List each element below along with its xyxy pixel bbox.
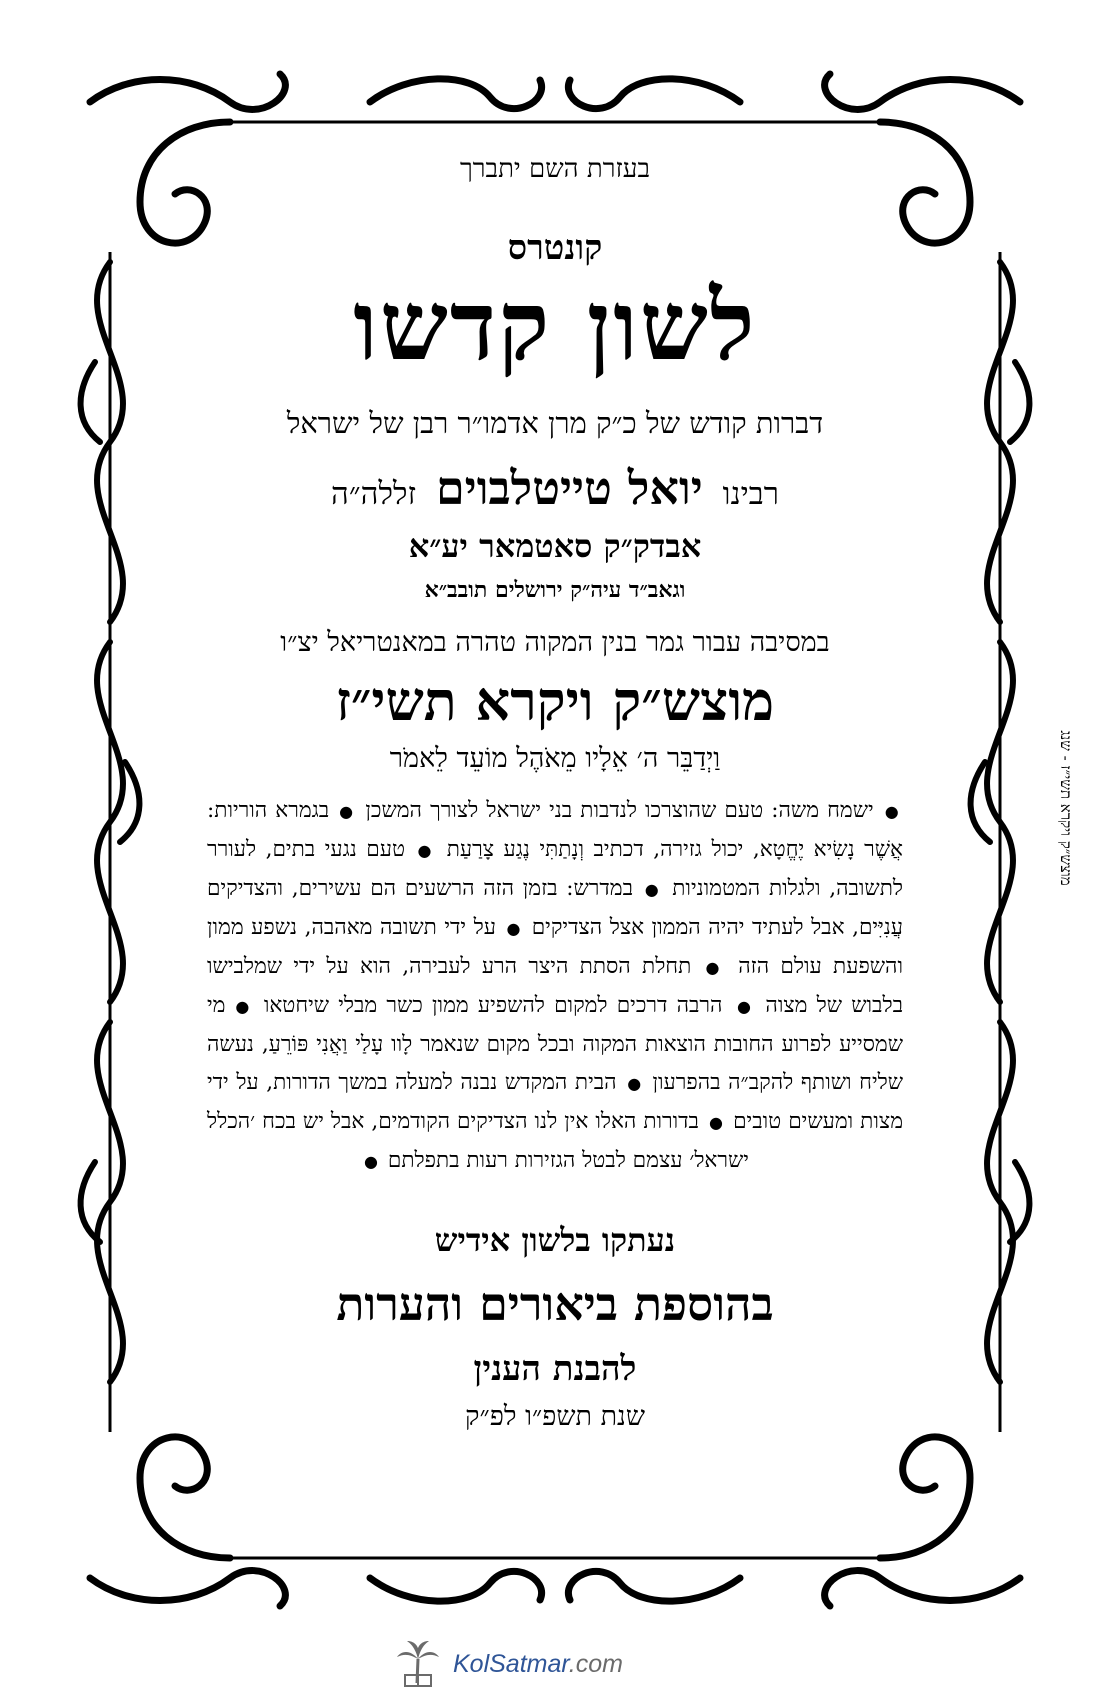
bullet-icon: ● — [339, 802, 355, 822]
bullet-icon: ● — [642, 880, 661, 900]
zlla-label: זללה״ה — [331, 476, 417, 512]
bullet-icon: ● — [708, 1113, 724, 1133]
abdak-line: אבדק״ק סאטמאר יע״א — [408, 527, 702, 565]
main-title: לשון קדשו — [353, 269, 757, 382]
additions-line: בהוספת ביאורים והערות — [336, 1277, 774, 1332]
logo-kol-text: KolSatmar — [453, 1649, 569, 1678]
bullet-icon: ● — [235, 997, 252, 1017]
author-name: יואל טייטלבוים — [435, 461, 703, 515]
divrei-kodesh-line: דברות קודש של כ״ק מרן אדמו״ר רבן של ישראל — [286, 406, 824, 440]
geab-line: וגאב״ד עיה״ק ירושלים תובב״א — [424, 577, 686, 603]
understanding-line: להבנת הענין — [473, 1349, 637, 1390]
bullet-icon: ● — [884, 802, 901, 822]
topic-item: מי שמסייע לפרוע החובות הוצאות המקוה ובכל מקום שנאמר לָוו עָלַי וַאֲנִי פּוֹרֵעַ, נעשה שליח ושותף להקב״ה בהפרעון — [207, 993, 903, 1096]
bullet-icon: ● — [701, 958, 724, 978]
site-logo-text[interactable] — [453, 1650, 623, 1679]
topic-item: בדורות האלו אין לנו הצדיקים הקודמים, אבל יש בכח ׳הכלל ישראל׳ עצמם לבטל הגזירות רעות בתפלתם — [207, 1109, 749, 1174]
topic-item: ישמח משה: טעם שהוצרכו לנדבות בני ישראל לצורך המשכן — [357, 798, 882, 824]
bullet-icon: ● — [505, 919, 522, 939]
parsha-date: מוצש״ק ויקרא תשי״ז — [335, 669, 775, 733]
topic-item: תחלת הסתת היצר הרע לעבירה, הוא על ידי שמלבישו בלבוש של מצוה — [207, 954, 903, 1019]
bullet-icon: ● — [626, 1074, 642, 1094]
author-line — [205, 461, 905, 515]
topic-item: הבית המקדש נבנה למעלה במשך הדורות, על ידי מצות ומעשים טובים — [207, 1070, 903, 1135]
topic-item: הרבה דרכים למקום להשפיע ממון כשר מבלי שיחטאו — [254, 993, 732, 1019]
bullet-icon: ● — [734, 997, 754, 1017]
kuntres-label: קונטרס — [507, 228, 603, 268]
footer-logo[interactable] — [395, 1638, 623, 1690]
bullet-icon: ● — [364, 1152, 379, 1172]
year-line: שנת תשפ״ו לפ״ק — [465, 1401, 645, 1433]
topic-item: טעם נגעי בתים, לעורר לתשובה, ולגלות המטמוניות — [207, 837, 903, 902]
palm-tree-book-icon — [395, 1639, 441, 1689]
bullet-icon: ● — [414, 841, 435, 861]
logo-com-text: .com — [568, 1649, 623, 1678]
topics-summary — [205, 792, 905, 1181]
pasuk-line: וַיְדַבֵּר ה׳ אֵלָיו מֵאֹהֶל מוֹעֵד לֵאמֹר — [389, 743, 721, 775]
ezrat-hashem-line: בעזרת השם יתברך — [460, 154, 650, 184]
topic-item: בגמרא הוריות: אֲשֶׁר נָשִׂיא יֶחֱטָא, יכול גזירה, דכתיב וְנָתַתִּי נֶגַע צָרַעַת — [207, 798, 903, 863]
rabbeinu-label: רבינו — [722, 476, 779, 512]
topic-item: במדרש: בזמן הזה הרשעים הם עשירים, והצדיקים עֲנִיִּים, אבל לעתיד יהיה הממון אצל הצדיקים — [207, 876, 903, 941]
topic-item: על ידי תשובה מאהבה, נשפע ממון והשפעת עולם הזה — [207, 915, 903, 980]
occasion-line: במסיבה עבור גמר בנין המקוה טהרה במאנטריאל יצ״ו — [280, 627, 830, 658]
translated-line: נעתקו בלשון אידיש — [434, 1221, 676, 1260]
title-page-content — [205, 140, 905, 1530]
side-caption: מוצש״ק ויקרא תשי״ז - שנג — [1057, 730, 1075, 886]
